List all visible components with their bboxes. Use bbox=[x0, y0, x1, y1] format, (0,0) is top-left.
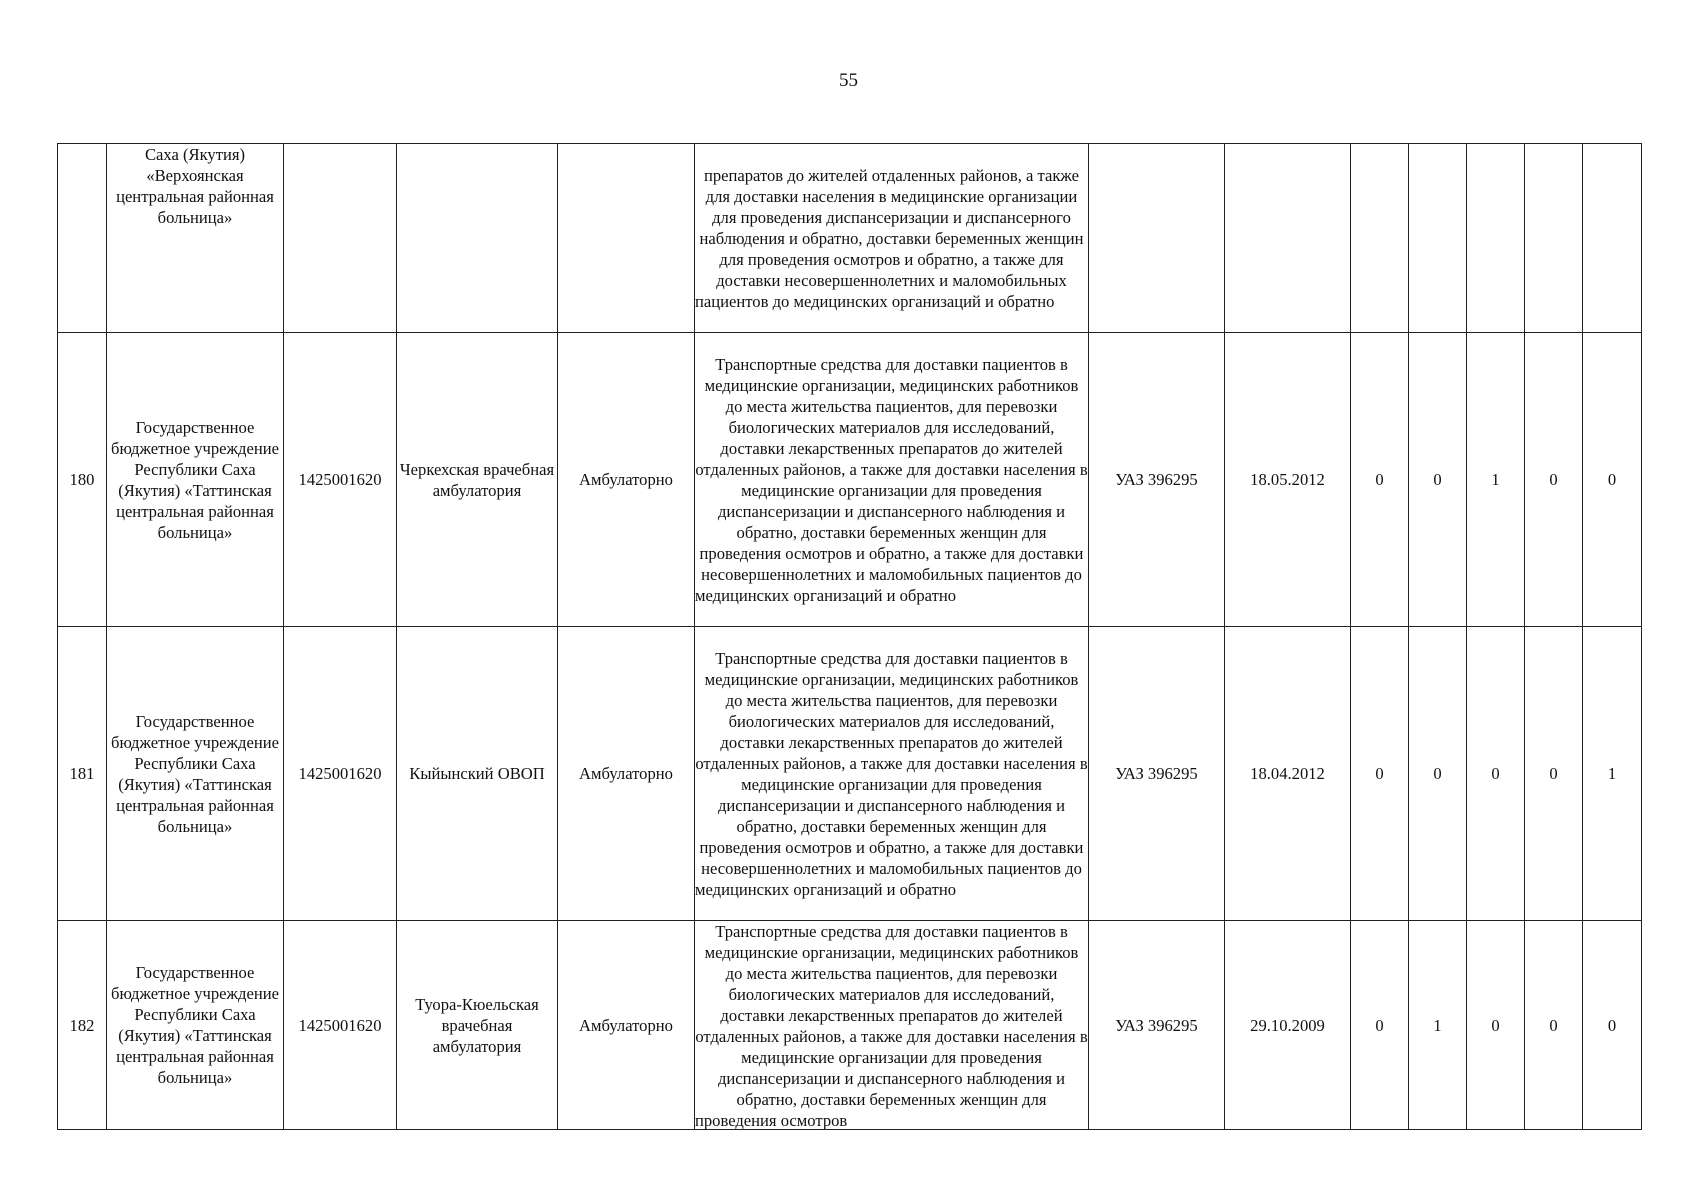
division-name: Кыйынский ОВОП bbox=[397, 627, 558, 921]
row-number bbox=[58, 144, 107, 333]
vehicle-model bbox=[1089, 144, 1225, 333]
vehicle-purpose-text: Транспортные средства для доставки пациентов в медицинские организации, медицинских работников до места жительства пациентов, для перевозки биологических материалов для исследований, доставки лекарственных препаратов до жителей отдаленных районов, а также для доставки населения в медицинские организации для проведения диспансеризации и диспансерного наблюдения и обратно, доставки беременных женщин для проведения осмотров bbox=[695, 922, 1088, 1129]
count-cell bbox=[1409, 144, 1467, 333]
inn bbox=[284, 144, 397, 333]
row-number: 180 bbox=[58, 333, 107, 627]
care-form: Амбулаторно bbox=[558, 627, 695, 921]
count-cell: 0 bbox=[1351, 333, 1409, 627]
vehicle-model: УАЗ 396295 bbox=[1089, 333, 1225, 627]
table-row bbox=[58, 627, 1642, 921]
count-cell: 0 bbox=[1583, 921, 1642, 1130]
row-number: 181 bbox=[58, 627, 107, 921]
organization-name: Государственное бюджетное учреждение Республики Саха (Якутия) «Таттинская центральная районная больница» bbox=[107, 333, 284, 627]
organization-name: Государственное бюджетное учреждение Республики Саха (Якутия) «Таттинская центральная районная больница» bbox=[107, 627, 284, 921]
inn: 1425001620 bbox=[284, 921, 397, 1130]
count-cell: 0 bbox=[1351, 627, 1409, 921]
count-cell bbox=[1467, 144, 1525, 333]
count-cell: 0 bbox=[1467, 627, 1525, 921]
table-row bbox=[58, 921, 1642, 1130]
inn: 1425001620 bbox=[284, 333, 397, 627]
organization-name: Саха (Якутия) «Верхоянская центральная районная больница» bbox=[107, 144, 284, 333]
registration-date bbox=[1225, 144, 1351, 333]
vehicle-model: УАЗ 396295 bbox=[1089, 627, 1225, 921]
count-cell: 0 bbox=[1525, 627, 1583, 921]
count-cell bbox=[1351, 144, 1409, 333]
table-row bbox=[58, 333, 1642, 627]
registration-date: 29.10.2009 bbox=[1225, 921, 1351, 1130]
vehicle-purpose: Транспортные средства для доставки пациентов в медицинские организации, медицинских работников до места жительства пациентов, для перевозки биологических материалов для исследований, доставки лекарственных препаратов до жителей отдаленных районов, а также для доставки населения в медицинские организации для проведения диспансеризации и диспансерного наблюдения и обратно, доставки беременных женщин для проведения осмотров и обратно, а также для доставки несовершеннолетних и маломобильных пациентов до медицинских организаций и обратно bbox=[695, 627, 1089, 921]
registration-date: 18.05.2012 bbox=[1225, 333, 1351, 627]
count-cell: 1 bbox=[1467, 333, 1525, 627]
count-cell: 0 bbox=[1409, 627, 1467, 921]
vehicle-model: УАЗ 396295 bbox=[1089, 921, 1225, 1130]
count-cell bbox=[1525, 144, 1583, 333]
division-name bbox=[397, 144, 558, 333]
table-row bbox=[58, 144, 1642, 333]
inn: 1425001620 bbox=[284, 627, 397, 921]
division-name: Черкехская врачебная амбулатория bbox=[397, 333, 558, 627]
care-form bbox=[558, 144, 695, 333]
row-number: 182 bbox=[58, 921, 107, 1130]
count-cell bbox=[1583, 144, 1642, 333]
vehicle-purpose bbox=[695, 921, 1089, 1130]
care-form: Амбулаторно bbox=[558, 921, 695, 1130]
count-cell: 0 bbox=[1525, 333, 1583, 627]
page-number: 55 bbox=[839, 70, 858, 91]
division-name: Туора-Кюельская врачебная амбулатория bbox=[397, 921, 558, 1130]
count-cell: 0 bbox=[1583, 333, 1642, 627]
care-form: Амбулаторно bbox=[558, 333, 695, 627]
vehicle-purpose: Транспортные средства для доставки пациентов в медицинские организации, медицинских работников до места жительства пациентов, для перевозки биологических материалов для исследований, доставки лекарственных препаратов до жителей отдаленных районов, а также для доставки населения в медицинские организации для проведения диспансеризации и диспансерного наблюдения и обратно, доставки беременных женщин для проведения осмотров и обратно, а также для доставки несовершеннолетних и маломобильных пациентов до медицинских организаций и обратно bbox=[695, 333, 1089, 627]
vehicle-registry-table bbox=[57, 143, 1642, 1130]
vehicle-purpose: препаратов до жителей отдаленных районов, а также для доставки населения в медицинские организации для проведения диспансеризации и диспансерного наблюдения и обратно, доставки беременных женщин для проведения осмотров и обратно, а также для доставки несовершеннолетних и маломобильных пациентов до медицинских организаций и обратно bbox=[695, 144, 1089, 333]
count-cell: 0 bbox=[1351, 921, 1409, 1130]
count-cell: 0 bbox=[1467, 921, 1525, 1130]
count-cell: 1 bbox=[1409, 921, 1467, 1130]
registration-date: 18.04.2012 bbox=[1225, 627, 1351, 921]
count-cell: 0 bbox=[1525, 921, 1583, 1130]
count-cell: 1 bbox=[1583, 627, 1642, 921]
organization-name: Государственное бюджетное учреждение Республики Саха (Якутия) «Таттинская центральная районная больница» bbox=[107, 921, 284, 1130]
count-cell: 0 bbox=[1409, 333, 1467, 627]
